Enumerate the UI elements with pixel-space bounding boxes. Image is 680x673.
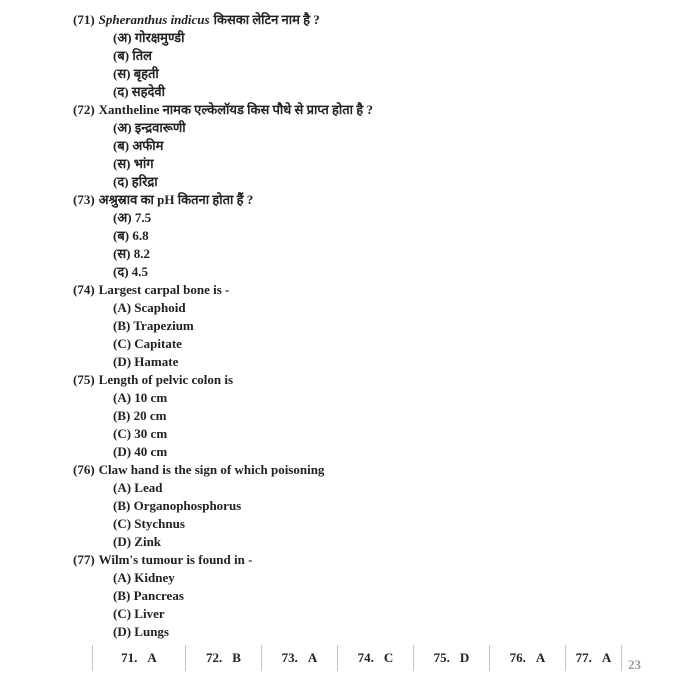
question-heading — [73, 11, 680, 29]
question-77 — [73, 551, 680, 641]
option: (ब) तिल — [113, 48, 152, 63]
answer-letter: C — [383, 649, 394, 665]
question-71 — [73, 11, 680, 101]
question-number: (76) — [73, 462, 95, 477]
question-number: (75) — [73, 372, 95, 387]
answer-question-number: 72. — [206, 649, 223, 665]
answer-key-strip — [92, 644, 622, 671]
option: (D) Lungs — [113, 624, 169, 639]
option: (A) Kidney — [113, 570, 175, 585]
question-number: (77) — [73, 552, 95, 567]
question-76 — [73, 461, 680, 551]
answer-key-item — [414, 644, 489, 671]
answer-letter: D — [459, 649, 470, 665]
answer-key-item — [490, 644, 565, 671]
option: (B) Trapezium — [113, 318, 194, 333]
option: (ब) अफीम — [113, 138, 164, 153]
question-heading — [73, 461, 680, 479]
page-number: 23 — [628, 657, 641, 672]
answer-key-item — [262, 644, 337, 671]
question-title: Length of pelvic colon is — [98, 372, 234, 387]
option: (D) Hamate — [113, 354, 179, 369]
answer-key-item — [93, 644, 185, 671]
option: (द) 4.5 — [113, 264, 149, 279]
question-latin-name: Spheranthus indicus — [98, 12, 210, 27]
answer-key-item — [338, 644, 413, 671]
question-title: Claw hand is the sign of which poisoning — [98, 462, 325, 477]
question-72 — [73, 101, 680, 191]
option: (D) Zink — [113, 534, 162, 549]
question-number: (72) — [73, 102, 95, 117]
question-title: Xantheline नामक एल्केलॉयड किस पौधे से प्राप्त होता है ? — [98, 102, 373, 117]
option: (अ) 7.5 — [113, 210, 152, 225]
question-title: Largest carpal bone is - — [98, 282, 230, 297]
option: (B) Pancreas — [113, 588, 184, 603]
option: (C) Liver — [113, 606, 165, 621]
option: (B) 20 cm — [113, 408, 167, 423]
question-75 — [73, 371, 680, 461]
question-74 — [73, 281, 680, 371]
option: (C) Capitate — [113, 336, 182, 351]
separator — [621, 645, 622, 671]
question-heading — [73, 551, 680, 569]
question-number: (74) — [73, 282, 95, 297]
option: (C) 30 cm — [113, 426, 168, 441]
option: (D) 40 cm — [113, 444, 168, 459]
answer-question-number: 74. — [357, 649, 374, 665]
question-title: अश्रुस्राव का pH कितना होता हैं ? — [98, 192, 254, 207]
option: (A) Lead — [113, 480, 163, 495]
option: (अ) इन्द्रवारूणी — [113, 120, 186, 135]
option: (स) 8.2 — [113, 246, 150, 261]
answer-letter: A — [601, 649, 612, 665]
question-number: (73) — [73, 192, 95, 207]
option: (द) सहदेवी — [113, 84, 166, 99]
option: (ब) 6.8 — [113, 228, 149, 243]
answer-letter: A — [535, 649, 546, 665]
question-list — [73, 11, 680, 641]
answer-question-number: 77. — [575, 649, 592, 665]
option: (स) बृहती — [113, 66, 159, 81]
question-title: किसका लेटिन नाम है ? — [213, 12, 320, 27]
option: (C) Stychnus — [113, 516, 185, 531]
option: (B) Organophosphorus — [113, 498, 242, 513]
answer-question-number: 75. — [433, 649, 450, 665]
answer-question-number: 76. — [509, 649, 526, 665]
option: (A) 10 cm — [113, 390, 168, 405]
answer-question-number: 71. — [121, 649, 138, 665]
question-heading — [73, 281, 680, 299]
question-heading — [73, 101, 680, 119]
question-73 — [73, 191, 680, 281]
question-heading — [73, 191, 680, 209]
answer-question-number: 73. — [281, 649, 298, 665]
option: (अ) गोरक्षमुण्डी — [113, 30, 185, 45]
question-title: Wilm's tumour is found in - — [98, 552, 253, 567]
answer-letter: A — [147, 649, 157, 665]
question-number: (71) — [73, 12, 95, 27]
answer-key-item — [566, 644, 621, 671]
option: (स) भांग — [113, 156, 154, 171]
option: (A) Scaphoid — [113, 300, 186, 315]
answer-key-item — [186, 644, 261, 671]
option: (द) हरिद्रा — [113, 174, 158, 189]
question-heading — [73, 371, 680, 389]
answer-letter: B — [232, 649, 241, 665]
answer-letter: A — [307, 649, 318, 665]
